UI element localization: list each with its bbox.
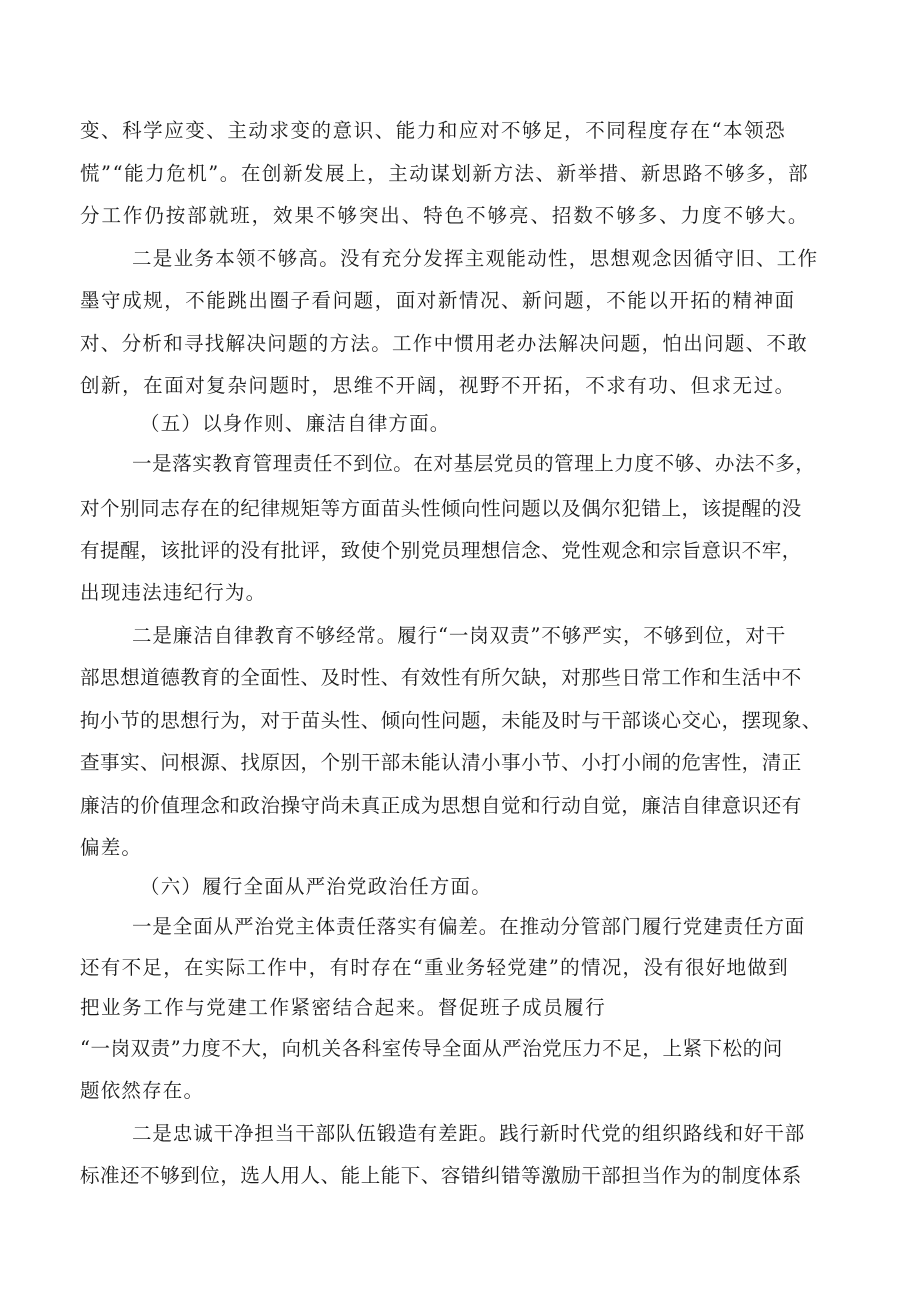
text-line: 变、科学应变、主动求变的意识、能力和应对不够足，不同程度存在“本领恐 <box>80 119 787 142</box>
text-line: 标准还不够到位，选人用人、能上能下、容错纠错等激励干部担当作为的制度体系 <box>80 1164 802 1187</box>
text-line: 对个别同志存在的纪律规矩等方面苗头性倾向性问题以及偶尔犯错上，该提醒的没 <box>80 497 802 520</box>
text-line: 慌”“能力危机”。在创新发展上，主动谋划新方法、新举措、新思路不够多，部 <box>80 162 810 185</box>
text-line: 把业务工作与党建工作紧密结合起来。督促班子成员履行 <box>80 996 607 1019</box>
text-line: 一是落实教育管理责任不到位。在对基层党员的管理上力度不够、办法不多， <box>132 452 816 475</box>
text-line: 题依然存在。 <box>80 1079 205 1102</box>
text-line: 偏差。 <box>80 836 143 859</box>
text-line: 二是忠诚干净担当干部队伍锻造有差距。践行新时代党的组织路线和好干部 <box>132 1122 806 1145</box>
text-line: 一是全面从严治党主体责任落实有偏差。在推动分管部门履行党建责任方面 <box>132 915 806 938</box>
text-line: 出现违法违纪行为。 <box>80 581 267 604</box>
text-line: 二是业务本领不够高。没有充分发挥主观能动性，思想观念因循守旧、工作 <box>132 247 819 270</box>
text-line: “一岗双责”力度不大，向机关各科室传导全面从严治党压力不足，上紧下松的问 <box>80 1037 783 1060</box>
text-line: 分工作仍按部就班，效果不够突出、特色不够亮、招数不够多、力度不够大。 <box>80 204 810 227</box>
text-line: 有提醒，该批评的没有批评，致使个别党员理想信念、党性观念和宗旨意识不牢， <box>80 539 802 562</box>
text-line: 墨守成规，不能跳出圈子看问题，面对新情况、新问题，不能以开拓的精神面 <box>80 289 796 312</box>
text-line: 还有不足，在实际工作中，有时存在“重业务轻党建”的情况，没有很好地做到 <box>80 956 789 979</box>
text-line: 部思想道德教育的全面性、及时性、有效性有所欠缺，对那些日常工作和生活中不 <box>80 666 802 689</box>
text-line: 二是廉洁自律教育不够经常。履行“一岗双责”不够严实，不够到位，对干 <box>132 624 787 647</box>
text-line: 廉洁的价值理念和政治操守尚未真正成为思想自觉和行动自觉，廉洁自律意识还有 <box>80 794 802 817</box>
text-line: 创新，在面对复杂问题时，思维不开阔，视野不开拓，不求有功、但求无过。 <box>80 374 796 397</box>
text-line: 查事实、问根源、找原因，个别干部未能认清小事小节、小打小闹的危害性，清正 <box>80 751 802 774</box>
text-line: 拘小节的思想行为，对于苗头性、倾向性问题，未能及时与干部谈心交心，摆现象、 <box>80 709 822 732</box>
section-heading-5: （五）以身作则、廉洁自律方面。 <box>140 412 451 435</box>
section-heading-6: （六）履行全面从严治党政治任方面。 <box>140 875 492 898</box>
text-line: 对、分析和寻找解决问题的方法。工作中惯用老办法解决问题，怕出问题、不敢 <box>80 332 809 355</box>
